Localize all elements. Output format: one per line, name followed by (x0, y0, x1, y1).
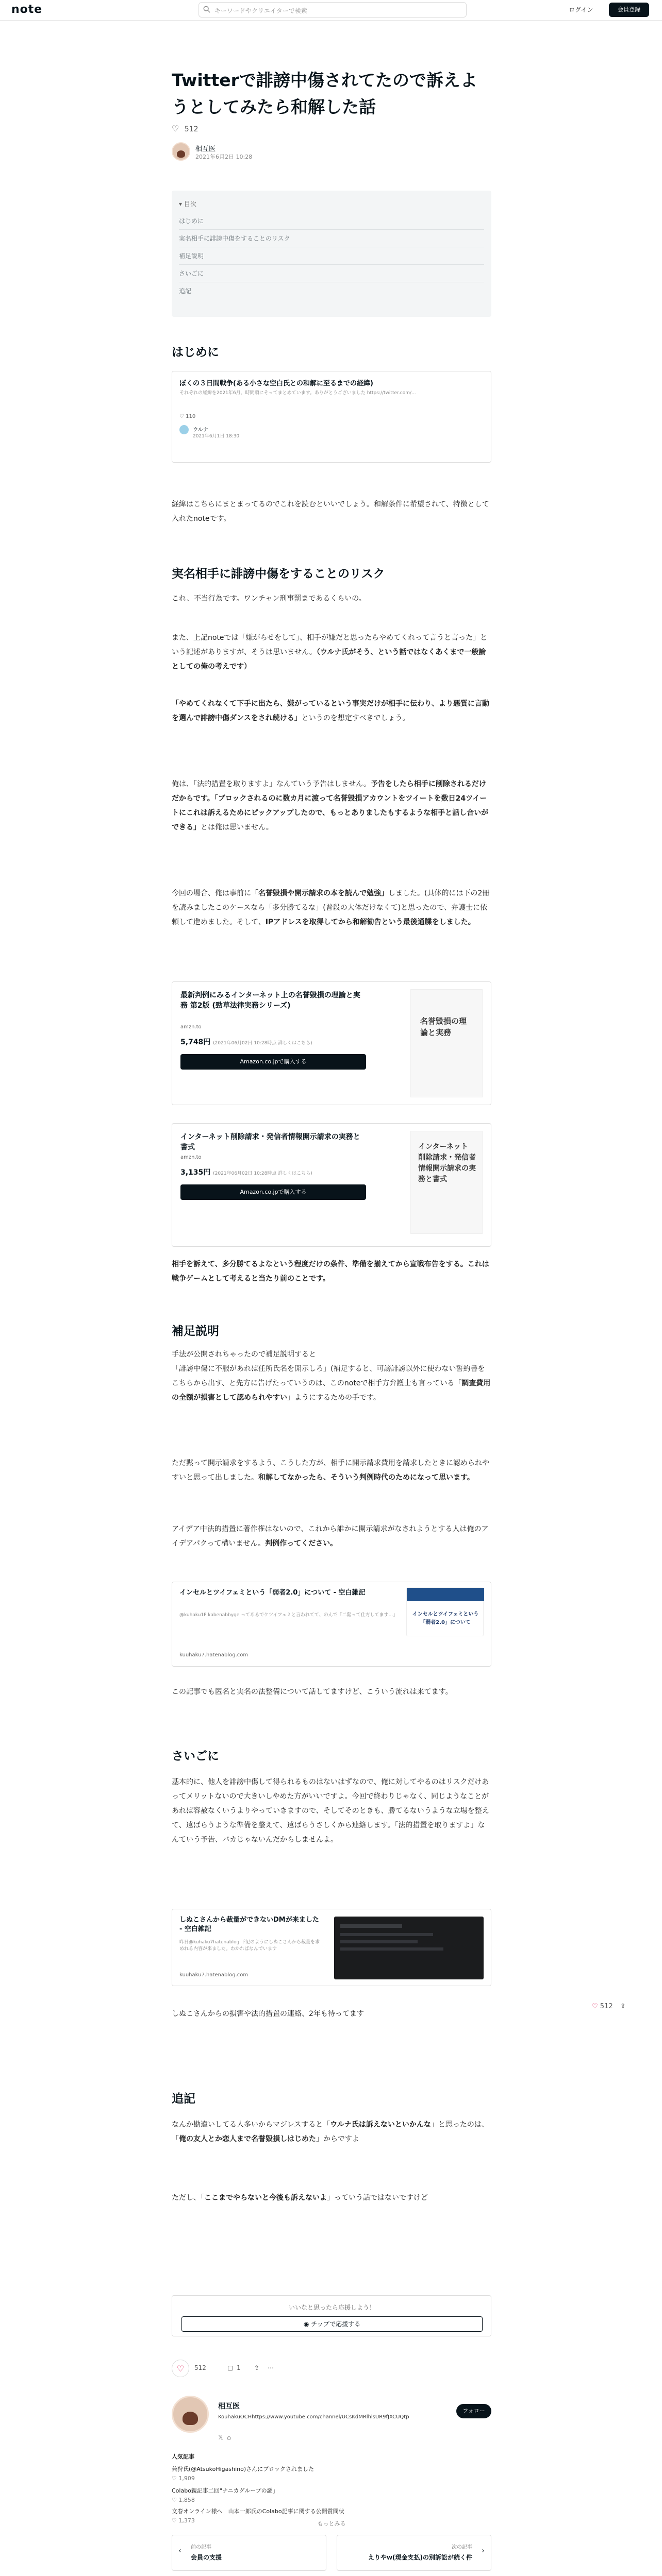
prev-label: 前の記事 (191, 2545, 211, 2550)
paragraph: 相手を訴えて、多分勝てるよなという程度だけの条件、準備を揃えてから宣戦布告をする。これは戦争ゲームとして考えると当たり前のことです。 (172, 1260, 489, 1283)
login-link[interactable]: ログイン (569, 6, 593, 13)
site-header (0, 0, 662, 21)
note-embed-card[interactable] (172, 371, 491, 463)
next-article-link[interactable] (337, 2535, 491, 2571)
share-icon[interactable]: ⇪ (254, 2364, 260, 2371)
section-heading: 追記 (172, 2092, 195, 2106)
popular-item[interactable]: 文春オンライン様へ 山本一郎氏のColabo記事に関する公開質問状 ♡ 1,373 (172, 2508, 344, 2524)
share-icon[interactable]: ⇪ (620, 2003, 626, 2010)
embed-title: インセルとツイフェミという「弱者2.0」について - 空白雑記 (179, 1589, 366, 1597)
publish-date: 2021年6月2日 10:28 (195, 154, 253, 160)
like-count: 512 (194, 2364, 206, 2371)
paragraph: アイデア中法的措置に著作権はないので、これから誰かに開示請求がなされようとする人は俺のアイデアパクって構いません。判例作ってください。 (172, 1525, 489, 1548)
embed-url: kuuhaku7.hatenablog.com (179, 1652, 249, 1658)
paragraph: また、上記noteでは「嫌がらせをして」、相手が嫌だと思ったらやめてくれって言うと言った」という記述がありますが、そうは思いません。（ウルナ氏がそう、という話ではなくあくまで一般論としての俺の考えです） (172, 634, 488, 671)
comment-count: 1 (237, 2364, 241, 2371)
chevron-left-icon: ‹ (178, 2547, 181, 2555)
floating-like-button[interactable] (592, 2003, 626, 2010)
toc-item[interactable]: 補足説明 (179, 247, 484, 265)
coin-icon: ◉ (303, 2320, 311, 2328)
search-icon (203, 6, 210, 13)
toc-label: 目次 (184, 200, 196, 208)
heart-outline-icon: ♡ (172, 124, 179, 133)
book-price: 5,748円 (2021年06月02日 10:28時点 詳しくはこちら) (180, 1038, 312, 1046)
embed-title: しぬこさんから裁量ができないDMが来ました - 空白雑記 (179, 1916, 319, 1933)
book-title[interactable]: 最新判例にみるインターネット上の名誉毀損の理論と実務 第2版 (勁草法律実務シリーズ) (180, 991, 360, 1010)
paragraph: 「やめてくれなくて下手に出たら、嫌がっているという事実だけが相手に伝わり、より悪質に言動を選んで誹謗中傷ダンスをされ続ける」というのを想定すべきでしょう。 (172, 700, 489, 722)
book-site: amzn.to (180, 1024, 202, 1030)
tip-button[interactable]: ◉ チップで応援する (181, 2316, 483, 2332)
heart-outline-icon: ♡ (172, 2517, 179, 2524)
author-avatar[interactable] (172, 142, 190, 161)
book-cover[interactable]: インターネット 削除請求・発信者情報開示請求の実務と書式 (410, 1131, 483, 1234)
popular-heading: 人気記事 (172, 2453, 194, 2460)
search-box[interactable] (198, 2, 467, 18)
toc-item[interactable]: さいごに (179, 265, 484, 282)
amazon-buy-button[interactable]: Amazon.co.jpで購入する (180, 1184, 366, 1200)
embed-description: @kuhaku1F kabenabbyge ってあるでケツイフェミと言われてて、のんで『二階って仕方してます...』 (179, 1613, 398, 1618)
like-count: 512 (184, 125, 198, 133)
author-header[interactable] (172, 142, 491, 163)
support-box (172, 2295, 491, 2336)
reaction-bar (172, 2360, 491, 2380)
creator-profile (172, 2396, 491, 2447)
blog-embed-card[interactable] (172, 1909, 491, 1986)
chevron-right-icon: › (482, 2547, 485, 2555)
embed-url: kuuhaku7.hatenablog.com (179, 1972, 249, 1978)
like-button[interactable]: ♡ (172, 2360, 189, 2377)
paragraph: 経緯はこちらにまとまってるのでこれを読むといいでしょう。和解条件に希望されて、特徴として入れたnoteです。 (172, 500, 489, 523)
book-cover[interactable]: 名誉毀損の理論と実務 (410, 989, 483, 1097)
amazon-buy-button[interactable]: Amazon.co.jpで購入する (180, 1054, 366, 1070)
note-logo[interactable]: note (11, 3, 43, 16)
section-heading: 実名相手に誹謗中傷をすることのリスク (172, 567, 385, 581)
toc-header[interactable] (179, 196, 484, 212)
toc-item[interactable]: 実名相手に誹謗中傷をすることのリスク (179, 230, 484, 247)
embed-title: ぼくの３日間戦争(ある小さな空白氏との和解に至るまでの経緯) (179, 380, 373, 387)
section-heading: 補足説明 (172, 1325, 219, 1338)
creator-bio-link[interactable]: KouhakuOCHhttps://www.youtube.com/channel/UCsKdMRlhlsUR9fJXCUQtp (218, 2414, 409, 2420)
paragraph: この記事でも匿名と実名の法整備について話してますけど、こういう流れは来てます。 (172, 1688, 453, 1696)
signup-button[interactable]: 会員登録 (609, 3, 649, 17)
paragraph: 基本的に、他人を誹謗中傷して得られるものはないはずなので、俺に対してやるのはリスクだけあってメリットないので大きいしやめた方がいいですよ。今回で終わりじゃなく、同じようなことがあれば容赦なくいうよりやっていきますので、そしてそのときも、勝てるないうような立場を整えて、遠ばらうような準備を整えて、遠ばらうさしくから連絡します。「法的措置を取りますよ」なんていう予告、バカじゃないんだからしませんよ。 (172, 1778, 489, 1844)
embed-author-avatar (179, 425, 189, 434)
amazon-book-card[interactable] (172, 981, 491, 1105)
embed-thumbnail (334, 1917, 484, 1979)
like-counter[interactable] (172, 124, 491, 133)
embed-date: 2021年6月1日 18:30 (193, 434, 240, 439)
popular-item[interactable]: 兼狩氏(@AtsukoHigashino)さんにブロックされました ♡ 1,909 (172, 2466, 314, 2482)
popular-item[interactable]: Colabo親記事二回"ナニカグループの謎」 ♡ 1,858 (172, 2487, 278, 2503)
more-icon[interactable]: ⋯ (268, 2364, 274, 2371)
heart-outline-icon: ♡ (179, 414, 186, 419)
toc-item[interactable]: 追記 (179, 287, 192, 295)
comment-icon[interactable]: ▢ (227, 2364, 234, 2371)
author-name[interactable]: 相互医 (195, 145, 216, 153)
paragraph: ただ黙って開示請求をするよう、こうした方が、相手に開示請求費用を請求したときに認められやすいと思って出しました。和解してなかったら、そういう判例時代のためになって思います。 (172, 1459, 489, 1482)
social-icons[interactable]: 𝕏 ⌂ (218, 2434, 231, 2441)
search-placeholder: キーワードやクリエイターで検索 (214, 7, 307, 14)
paragraph: これ、不当行為です。ワンチャン刑事罰まであるくらいの。 (172, 595, 366, 603)
like-count: 512 (600, 2003, 613, 2010)
embed-description: それぞれの経緯を2021年6月、時間順にそってまとめています。ありがとうございました https://twitter.com/... (179, 391, 416, 396)
article-title: Twitterで誹謗中傷されてたので訴えようとしてみたら和解した話 (172, 70, 477, 117)
paragraph: ただし、「ここまでやらないと今後も訴えないよ」っていう話ではないですけど (172, 2194, 428, 2202)
paragraph: 俺は、「法的措置を取りますよ」なんていう予告はしません。予告をしたら相手に削除されるだけだからです。「ブロックされるのに数カ月に渡って名誉毀損アカウントをツイートを数日24ツイートにこれは訴えるためにピックアップしたので、もっとありましたもするような相手と話し合いができる」とは俺は思いません。 (172, 780, 489, 832)
creator-name[interactable]: 相互医 (218, 2402, 240, 2411)
creator-avatar[interactable] (172, 2396, 209, 2433)
book-site: amzn.to (180, 1155, 202, 1160)
embed-like-count: ♡ 110 (179, 414, 196, 419)
paragraph: なんか勘違いしてる人多いからマジレスすると「ウルナ氏は訴えないといかんな」と思ったのは、「俺の友人とか恋人まで名誉毀損しはじめた」からですよ (172, 2121, 489, 2143)
section-heading: さいごに (172, 1750, 219, 1763)
heart-outline-icon: ♡ (592, 2003, 598, 2010)
more-link[interactable]: もっとみる (317, 2520, 346, 2527)
next-label: 次の記事 (452, 2545, 472, 2550)
follow-button[interactable]: フォロー (456, 2404, 491, 2418)
toc-item[interactable]: はじめに (179, 212, 484, 230)
next-title: えりやw(現金支払)の別訴訟が続く件 (368, 2554, 472, 2561)
book-price: 3,135円 (2021年06月02日 10:28時点 詳しくはこちら) (180, 1168, 312, 1177)
paragraph: 手法が公開されちゃったので補足説明すると 「誹謗中傷に不服があれば任所氏名を開示しろ」(補足すると、可謗誹謗以外に使わない誓約書をこちらから出す、と先方に告げたっていうのは、このnoteで相手方弁護士も言っている「調査費用の全額が損害として認められやすい」ようにするための手です。 (172, 1350, 491, 1402)
heart-outline-icon: ♡ (172, 2497, 179, 2503)
prev-title: 会員の支援 (191, 2554, 222, 2561)
amazon-book-card[interactable] (172, 1123, 491, 1247)
paragraph: しぬこさんからの損害や法的措置の連絡、2年も待ってます (172, 2010, 364, 2018)
paragraph: 今回の場合、俺は事前に「名誉毀損や開示請求の本を読んで勉強」しました。(具体的には下の2冊を読みましたこのケースなら「多分勝てるな」(普段の大体だけなくて)と思ったので、弁護士に依頼して進めました。そして、IPアドレスを取得してから和解勧告という最後通牒をしました。 (172, 889, 490, 926)
chevron-down-icon: ▾ (179, 200, 184, 208)
embed-author: ウルナ (193, 427, 208, 433)
support-question: いいなと思ったら応援しよう！ (288, 2304, 375, 2311)
prev-article-link[interactable] (172, 2535, 326, 2571)
book-title[interactable]: インターネット削除請求・発信者情報開示請求の実務と書式 (180, 1133, 360, 1151)
blog-embed-card[interactable] (172, 1582, 491, 1667)
embed-description: 昨日@kuhaku7hatenablog 下記のようにしぬこさんから裁量を求めれる内容が来ました。わかればなんでいます (179, 1940, 320, 1952)
heart-outline-icon: ♡ (172, 2475, 179, 2482)
section-heading: はじめに (172, 346, 219, 359)
embed-thumbnail: インセルとツイフェミという 「弱者2.0」について (406, 1587, 484, 1636)
table-of-contents (172, 191, 491, 317)
